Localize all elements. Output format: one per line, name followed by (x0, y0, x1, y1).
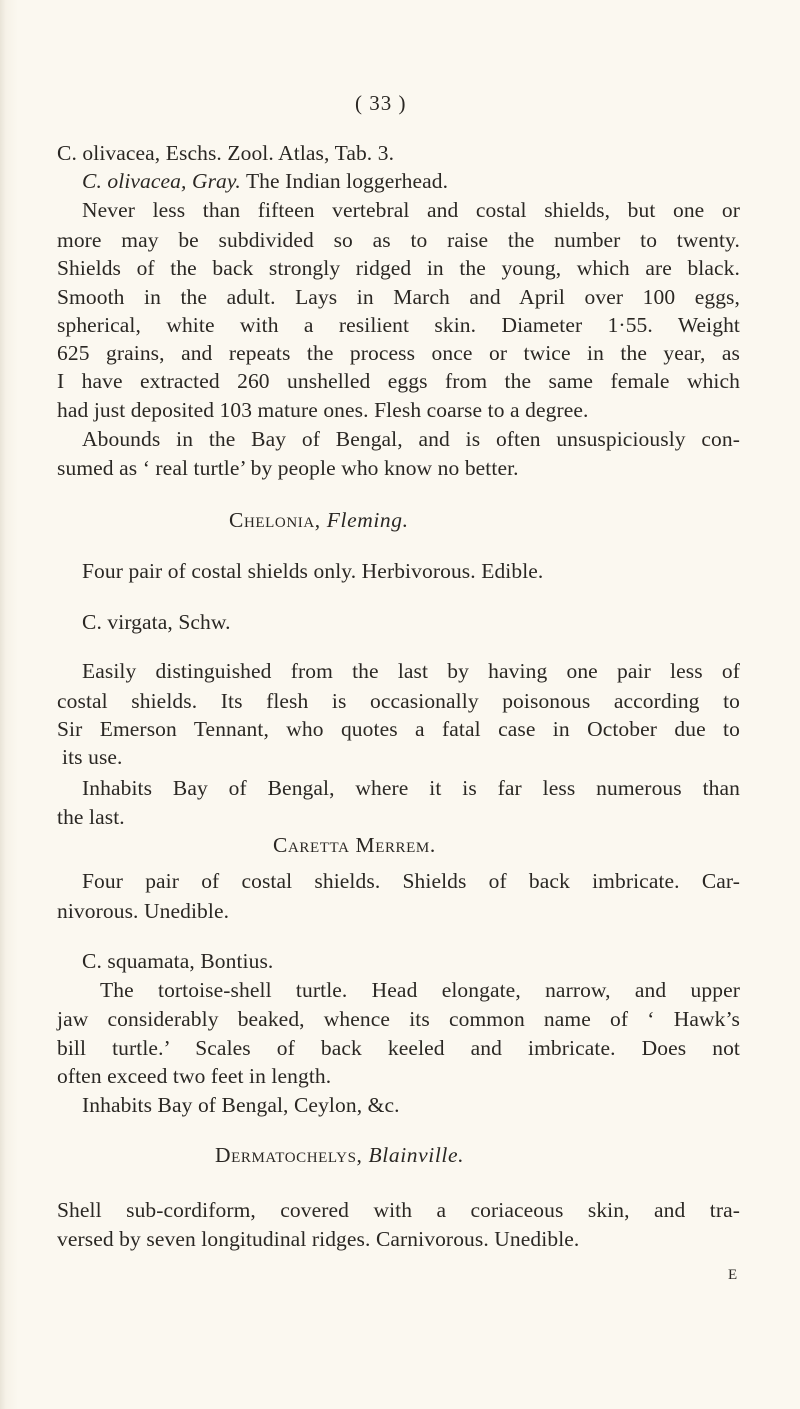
text-line: nivorous. Unedible. (57, 899, 230, 923)
text-line: more may be subdivided so as to raise the number to twenty. (57, 228, 740, 252)
text-line: Inhabits Bay of Bengal, Ceylon, &c. (82, 1093, 400, 1117)
common-name: The Indian loggerhead. (245, 169, 449, 193)
genus-author: Blainville. (368, 1143, 465, 1167)
text-line: had just deposited 103 mature ones. Flesh coarse to a degree. (57, 398, 589, 422)
text-line: Shell sub-cordiform, covered with a coriaceous skin, and tra- (57, 1198, 740, 1222)
species-citation: C. squamata, Bontius. (82, 949, 274, 973)
text-line: Abounds in the Bay of Bengal, and is often unsuspiciously con- (82, 427, 740, 451)
text-line: versed by seven longitudinal ridges. Carnivorous. Unedible. (57, 1227, 580, 1251)
text-line: often exceed two feet in length. (57, 1064, 332, 1088)
text-line: Easily distinguished from the last by having one pair less of (82, 659, 740, 683)
text-line: Inhabits Bay of Bengal, where it is far less numerous than (82, 776, 740, 800)
text-line: its use. (62, 745, 123, 769)
genus-name: Dermatochelys, (215, 1143, 363, 1167)
page-number: ( 33 ) (355, 91, 407, 115)
text-line: the last. (57, 805, 125, 829)
species-name-italic: C. olivacea, Gray. (82, 169, 241, 193)
species-common-name-line (82, 168, 448, 194)
genus-author: Fleming. (326, 508, 409, 532)
text-line: Never less than fifteen vertebral and costal shields, but one or (82, 198, 740, 222)
text-line: bill turtle.’ Scales of back keeled and imbricate. Does not (57, 1036, 740, 1060)
text-line: spherical, white with a resilient skin. Diameter 1·55. Weight (57, 313, 740, 337)
species-citation: C. virgata, Schw. (82, 610, 231, 634)
text-line: The tortoise-shell turtle. Head elongate, narrow, and upper (100, 978, 740, 1002)
text-line: sumed as ‘ real turtle’ by people who know no better. (57, 456, 519, 480)
text-line: 625 grains, and repeats the process once or twice in the year, as (57, 341, 740, 365)
genus-name: Chelonia, (229, 508, 321, 532)
text-line: Sir Emerson Tennant, who quotes a fatal case in October due to (57, 717, 740, 741)
text-line: I have extracted 260 unshelled eggs from the same female which (57, 369, 740, 393)
species-citation: C. olivacea, Eschs. Zool. Atlas, Tab. 3. (57, 141, 395, 165)
text-line: Shields of the back strongly ridged in the young, which are black. (57, 256, 740, 280)
signature-mark: E (728, 1267, 738, 1283)
text-line: Four pair of costal shields only. Herbivorous. Edible. (82, 559, 544, 583)
text-line: Smooth in the adult. Lays in March and April over 100 eggs, (57, 285, 740, 309)
text-line: costal shields. Its flesh is occasionally poisonous according to (57, 689, 740, 713)
text-line: Four pair of costal shields. Shields of back imbricate. Car- (82, 869, 740, 893)
genus-heading: Caretta Merrem. (273, 833, 436, 857)
genus-heading (229, 507, 409, 533)
genus-heading (215, 1142, 464, 1168)
text-line: jaw considerably beaked, whence its common name of ‘ Hawk’s (57, 1007, 740, 1031)
